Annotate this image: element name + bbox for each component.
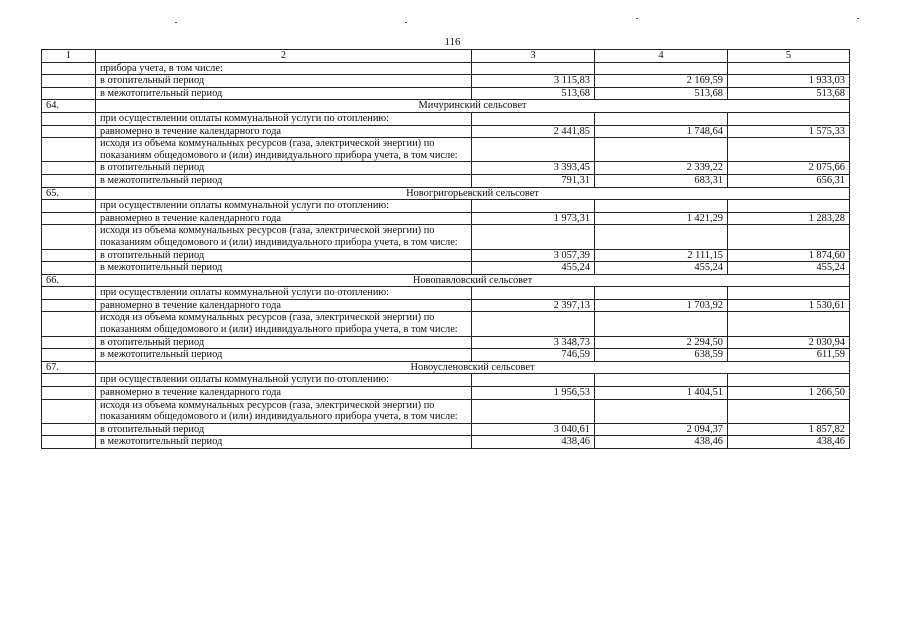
table-row: [42, 349, 850, 362]
value-col-3: [472, 312, 595, 336]
table-row: [42, 299, 850, 312]
value-col-3: 1 973,31: [472, 212, 595, 225]
value-col-3: 3 057,39: [472, 249, 595, 262]
section-name: Новоусленовский сельсовет: [96, 361, 850, 374]
section-number: 65.: [42, 187, 96, 200]
section-number: 64.: [42, 100, 96, 113]
value-col-5: [728, 225, 850, 249]
row-description: в отопительный период: [96, 336, 472, 349]
value-col-4: [595, 200, 728, 213]
value-col-4: 2 339,22: [595, 162, 728, 175]
row-description: в межотопительный период: [96, 174, 472, 187]
table-row: [42, 62, 850, 75]
row-number: [42, 349, 96, 362]
value-col-4: 513,68: [595, 87, 728, 100]
table-row: [42, 162, 850, 175]
row-description: в отопительный период: [96, 75, 472, 88]
row-description: в межотопительный период: [96, 349, 472, 362]
value-col-5: 2 075,66: [728, 162, 850, 175]
value-col-4: 438,46: [595, 436, 728, 449]
value-col-5: 1 266,50: [728, 387, 850, 400]
table-row: [42, 75, 850, 88]
value-col-4: 2 294,50: [595, 336, 728, 349]
table-row: [42, 312, 850, 336]
table-row: [42, 138, 850, 162]
col-header-4: 4: [595, 50, 728, 63]
section-number: 67.: [42, 361, 96, 374]
table-row: [42, 174, 850, 187]
row-number: [42, 225, 96, 249]
row-number: [42, 336, 96, 349]
section-name: Новогригорьевский сельсовет: [96, 187, 850, 200]
value-col-5: 1 874,60: [728, 249, 850, 262]
row-number: [42, 249, 96, 262]
col-header-3: 3: [472, 50, 595, 63]
section-row: [42, 100, 850, 113]
value-col-3: [472, 112, 595, 125]
value-col-4: [595, 399, 728, 423]
row-description: исходя из объема коммунальных ресурсов (газа, электрической энергии) по показаниям общедомового и (или) индивидуального прибора учета, в том числе:: [96, 225, 472, 249]
value-col-4: 1 421,29: [595, 212, 728, 225]
value-col-3: [472, 287, 595, 300]
value-col-3: 791,31: [472, 174, 595, 187]
row-description: прибора учета, в том числе:: [96, 62, 472, 75]
row-description: равномерно в течение календарного года: [96, 125, 472, 138]
value-col-4: 2 111,15: [595, 249, 728, 262]
row-description: в отопительный период: [96, 423, 472, 436]
row-description: равномерно в течение календарного года: [96, 387, 472, 400]
value-col-4: [595, 225, 728, 249]
row-number: [42, 212, 96, 225]
table-row: [42, 225, 850, 249]
section-row: [42, 187, 850, 200]
scan-speck: [405, 22, 407, 23]
value-col-3: 3 393,45: [472, 162, 595, 175]
value-col-5: 656,31: [728, 174, 850, 187]
value-col-3: 3 040,61: [472, 423, 595, 436]
table-row: [42, 374, 850, 387]
row-description: при осуществлении оплаты коммунальной услуги по отоплению:: [96, 200, 472, 213]
row-description: равномерно в течение календарного года: [96, 212, 472, 225]
col-header-5: 5: [728, 50, 850, 63]
row-number: [42, 312, 96, 336]
value-col-5: [728, 312, 850, 336]
row-number: [42, 287, 96, 300]
row-number: [42, 174, 96, 187]
table-row: [42, 423, 850, 436]
value-col-3: 3 115,83: [472, 75, 595, 88]
value-col-3: 746,59: [472, 349, 595, 362]
value-col-5: [728, 287, 850, 300]
page-number: 116: [444, 36, 461, 48]
value-col-5: 1 283,28: [728, 212, 850, 225]
row-description: при осуществлении оплаты коммунальной услуги по отоплению:: [96, 112, 472, 125]
scan-speck: [636, 18, 638, 19]
table-row: [42, 436, 850, 449]
value-col-5: 1 530,61: [728, 299, 850, 312]
value-col-4: [595, 374, 728, 387]
row-number: [42, 436, 96, 449]
value-col-5: 1 857,82: [728, 423, 850, 436]
value-col-4: 2 094,37: [595, 423, 728, 436]
value-col-5: [728, 399, 850, 423]
table-row: [42, 287, 850, 300]
value-col-3: 438,46: [472, 436, 595, 449]
value-col-4: [595, 287, 728, 300]
value-col-5: [728, 374, 850, 387]
row-number: [42, 374, 96, 387]
value-col-3: [472, 399, 595, 423]
value-col-3: [472, 200, 595, 213]
row-number: [42, 387, 96, 400]
value-col-3: [472, 62, 595, 75]
value-col-4: 683,31: [595, 174, 728, 187]
value-col-3: [472, 138, 595, 162]
row-number: [42, 138, 96, 162]
value-col-4: 1 703,92: [595, 299, 728, 312]
row-number: [42, 162, 96, 175]
table-row: [42, 387, 850, 400]
value-col-5: 438,46: [728, 436, 850, 449]
row-number: [42, 299, 96, 312]
col-header-2: 2: [96, 50, 472, 63]
row-description: исходя из объема коммунальных ресурсов (газа, электрической энергии) по показаниям общедомового и (или) индивидуального прибора учета, в том числе:: [96, 312, 472, 336]
row-description: исходя из объема коммунальных ресурсов (газа, электрической энергии) по показаниям общедомового и (или) индивидуального прибора учета, в том числе:: [96, 399, 472, 423]
value-col-3: 3 348,73: [472, 336, 595, 349]
value-col-4: 455,24: [595, 262, 728, 275]
table-row: [42, 212, 850, 225]
scan-speck: [175, 22, 177, 23]
table-row: [42, 249, 850, 262]
table-row: [42, 399, 850, 423]
row-description: в отопительный период: [96, 249, 472, 262]
row-number: [42, 112, 96, 125]
value-col-4: [595, 112, 728, 125]
col-header-1: 1: [42, 50, 96, 63]
section-row: [42, 361, 850, 374]
row-number: [42, 75, 96, 88]
table-row: [42, 336, 850, 349]
tariff-table: [41, 49, 850, 449]
row-description: в межотопительный период: [96, 436, 472, 449]
row-description: при осуществлении оплаты коммунальной услуги по отоплению:: [96, 374, 472, 387]
table-row: [42, 112, 850, 125]
row-number: [42, 200, 96, 213]
value-col-3: 1 956,53: [472, 387, 595, 400]
header-row: [42, 50, 850, 63]
value-col-3: 2 397,13: [472, 299, 595, 312]
row-description: равномерно в течение календарного года: [96, 299, 472, 312]
section-name: Новопавловский сельсовет: [96, 274, 850, 287]
value-col-3: [472, 374, 595, 387]
value-col-5: 1 933,03: [728, 75, 850, 88]
section-number: 66.: [42, 274, 96, 287]
value-col-4: 1 748,64: [595, 125, 728, 138]
value-col-5: 611,59: [728, 349, 850, 362]
value-col-3: 2 441,85: [472, 125, 595, 138]
row-number: [42, 125, 96, 138]
table-row: [42, 125, 850, 138]
row-description: в отопительный период: [96, 162, 472, 175]
row-number: [42, 62, 96, 75]
table-body: [42, 62, 850, 448]
value-col-5: 455,24: [728, 262, 850, 275]
value-col-3: 455,24: [472, 262, 595, 275]
row-number: [42, 87, 96, 100]
row-number: [42, 262, 96, 275]
table-row: [42, 87, 850, 100]
value-col-4: 1 404,51: [595, 387, 728, 400]
value-col-5: [728, 62, 850, 75]
row-description: в межотопительный период: [96, 87, 472, 100]
value-col-4: 2 169,59: [595, 75, 728, 88]
value-col-5: [728, 138, 850, 162]
value-col-5: [728, 200, 850, 213]
row-number: [42, 423, 96, 436]
value-col-4: [595, 312, 728, 336]
row-number: [42, 399, 96, 423]
row-description: при осуществлении оплаты коммунальной услуги по отоплению:: [96, 287, 472, 300]
table-row: [42, 262, 850, 275]
value-col-3: [472, 225, 595, 249]
section-row: [42, 274, 850, 287]
value-col-3: 513,68: [472, 87, 595, 100]
value-col-5: [728, 112, 850, 125]
value-col-4: 638,59: [595, 349, 728, 362]
section-name: Мичуринский сельсовет: [96, 100, 850, 113]
value-col-4: [595, 62, 728, 75]
scan-speck: [857, 18, 859, 19]
value-col-5: 513,68: [728, 87, 850, 100]
row-description: в межотопительный период: [96, 262, 472, 275]
value-col-4: [595, 138, 728, 162]
row-description: исходя из объема коммунальных ресурсов (газа, электрической энергии) по показаниям общедомового и (или) индивидуального прибора учета, в том числе:: [96, 138, 472, 162]
table-row: [42, 200, 850, 213]
value-col-5: 1 575,33: [728, 125, 850, 138]
value-col-5: 2 030,94: [728, 336, 850, 349]
